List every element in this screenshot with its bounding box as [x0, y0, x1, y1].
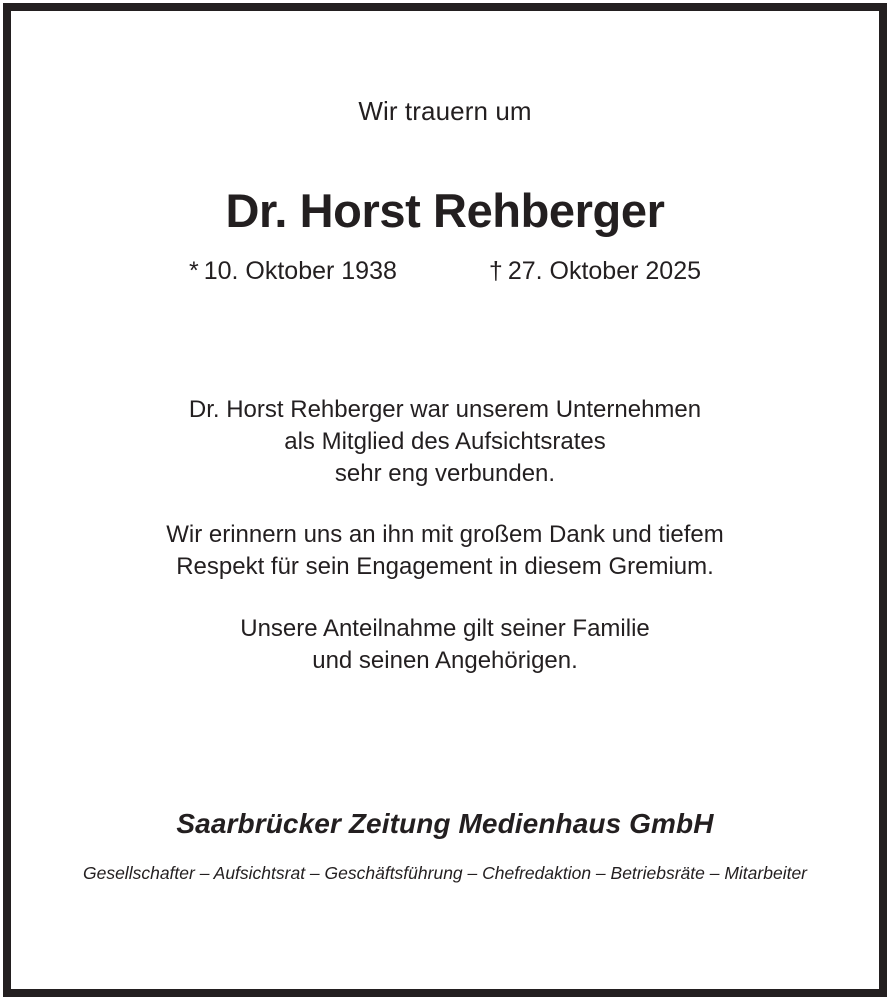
tribute-paragraph-2	[166, 519, 724, 583]
death-date-value: 27. Oktober 2025	[507, 256, 702, 285]
tribute-paragraph-3	[240, 613, 650, 677]
tribute-line: Dr. Horst Rehberger war unserem Unternehmen	[188, 395, 702, 423]
company-name: Saarbrücker Zeitung Medienhaus GmbH	[176, 808, 714, 840]
tribute-text-block	[37, 394, 853, 677]
death-date	[489, 256, 701, 286]
tribute-line: Unsere Anteilnahme gilt seiner Familie	[240, 615, 650, 643]
birth-date-value: 10. Oktober 1938	[203, 256, 397, 285]
signature-block	[37, 807, 853, 884]
birth-date	[189, 256, 397, 286]
death-cross-icon: †	[488, 256, 503, 285]
tribute-line: sehr eng verbunden.	[334, 459, 556, 487]
obituary-border-frame	[3, 3, 887, 997]
life-dates-row	[189, 256, 701, 286]
deceased-name: Dr. Horst Rehberger	[225, 183, 665, 237]
obituary-content	[11, 11, 879, 884]
tribute-line: als Mitglied des Aufsichtsrates	[284, 427, 606, 455]
signatory-roles: Gesellschafter – Aufsichtsrat – Geschäftsführung – Chefredaktion – Betriebsräte – Mitarbeiter	[82, 862, 808, 883]
tribute-line: Respekt für sein Engagement in diesem Gremium.	[176, 553, 714, 581]
birth-star-icon: *	[188, 256, 199, 285]
tribute-line: und seinen Angehörigen.	[312, 647, 578, 675]
mourning-intro-line: Wir trauern um	[358, 96, 532, 126]
tribute-paragraph-1	[189, 394, 701, 490]
tribute-line: Wir erinnern uns an ihn mit großem Dank und tiefem	[166, 521, 724, 549]
